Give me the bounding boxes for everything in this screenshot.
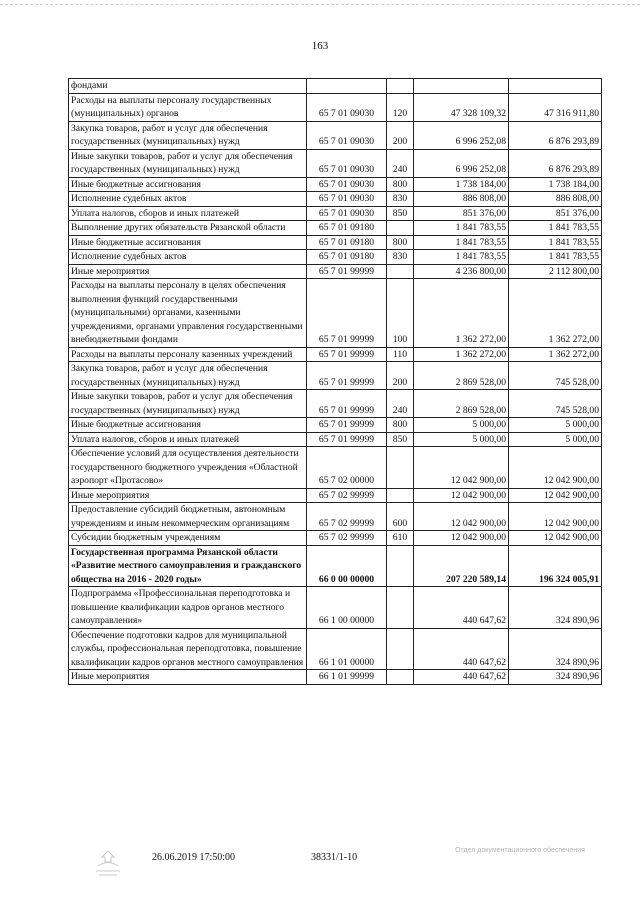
row-code-cell: 65 7 01 99999 [307, 432, 387, 447]
row-vr-cell: 600 [387, 503, 414, 531]
row-sum-2019-cell: 1 841 783,55 [414, 250, 509, 265]
row-name-cell: Расходы на выплаты персоналу казенных учреждений [69, 347, 307, 362]
row-vr-cell [387, 628, 414, 670]
row-code-cell: 65 7 01 99999 [307, 362, 387, 390]
row-sum-2019-cell [414, 79, 509, 94]
row-code-cell: 65 7 01 09030 [307, 206, 387, 221]
row-sum-2019-cell: 1 362 272,00 [414, 279, 509, 348]
row-sum-2019-cell: 6 996 252,08 [414, 149, 509, 177]
page-number: 163 [311, 40, 329, 52]
row-vr-cell: 800 [387, 177, 414, 192]
table-row [69, 628, 602, 670]
table-row [69, 362, 602, 390]
row-sum-2019-cell: 1 738 184,00 [414, 177, 509, 192]
row-code-cell: 66 1 00 00000 [307, 587, 387, 629]
row-sum-2019-cell: 47 328 109,32 [414, 93, 509, 121]
table-row [69, 670, 602, 685]
row-name-cell: Иные бюджетные ассигнования [69, 177, 307, 192]
row-sum-2019-cell: 12 042 900,00 [414, 531, 509, 546]
row-vr-cell: 110 [387, 347, 414, 362]
row-sum-2019-cell: 207 220 589,14 [414, 545, 509, 587]
row-code-cell: 66 0 00 00000 [307, 545, 387, 587]
row-name-cell: Иные бюджетные ассигнования [69, 235, 307, 250]
row-sum-executed-cell: 1 841 783,55 [509, 235, 602, 250]
row-sum-2019-cell: 440 647,62 [414, 587, 509, 629]
table-row [69, 149, 602, 177]
row-vr-cell: 240 [387, 390, 414, 418]
row-vr-cell: 830 [387, 192, 414, 207]
table-row [69, 235, 602, 250]
table-row [69, 432, 602, 447]
footer-note: Отдел документационного обеспечения [455, 847, 585, 854]
row-name-cell: Уплата налогов, сборов и иных платежей [69, 432, 307, 447]
table-row [69, 206, 602, 221]
row-code-cell: 65 7 01 09030 [307, 192, 387, 207]
row-vr-cell: 120 [387, 93, 414, 121]
row-sum-executed-cell: 2 112 800,00 [509, 264, 602, 279]
table-row [69, 545, 602, 587]
row-name-cell: Государственная программа Рязанской области «Развитие местного самоуправления и гражданского общества на 2016 - 2020 годы» [69, 545, 307, 587]
row-sum-executed-cell: 1 841 783,55 [509, 250, 602, 265]
row-sum-executed-cell [509, 79, 602, 94]
row-sum-2019-cell: 5 000,00 [414, 432, 509, 447]
row-sum-2019-cell: 4 236 800,00 [414, 264, 509, 279]
row-sum-executed-cell: 1 841 783,55 [509, 221, 602, 236]
row-vr-cell: 850 [387, 206, 414, 221]
row-sum-executed-cell: 6 876 293,89 [509, 121, 602, 149]
row-code-cell: 65 7 01 09030 [307, 177, 387, 192]
row-vr-cell [387, 79, 414, 94]
scan-edge-line [0, 4, 640, 5]
row-code-cell: 65 7 02 99999 [307, 503, 387, 531]
row-vr-cell: 240 [387, 149, 414, 177]
row-name-cell: Подпрограмма «Профессиональная переподготовка и повышение квалификации кадров органов местного самоуправления» [69, 587, 307, 629]
row-vr-cell [387, 670, 414, 685]
table-row [69, 192, 602, 207]
row-code-cell [307, 79, 387, 94]
table-row [69, 503, 602, 531]
row-name-cell: Предоставление субсидий бюджетным, автономным учреждениям и иным некоммерческим организациям [69, 503, 307, 531]
footer-date: 26.06.2019 17:50:00 [152, 852, 236, 863]
row-sum-executed-cell: 886 808,00 [509, 192, 602, 207]
row-sum-executed-cell: 12 042 900,00 [509, 488, 602, 503]
row-name-cell: Исполнение судебных актов [69, 250, 307, 265]
row-vr-cell [387, 545, 414, 587]
row-name-cell: Иные закупки товаров, работ и услуг для обеспечения государственных (муниципальных) нужд [69, 390, 307, 418]
row-sum-executed-cell: 12 042 900,00 [509, 503, 602, 531]
row-vr-cell [387, 221, 414, 236]
row-vr-cell [387, 587, 414, 629]
row-name-cell: Уплата налогов, сборов и иных платежей [69, 206, 307, 221]
row-sum-executed-cell: 1 362 272,00 [509, 279, 602, 348]
row-name-cell: Расходы на выплаты персоналу государственных (муниципальных) органов [69, 93, 307, 121]
row-sum-2019-cell: 851 376,00 [414, 206, 509, 221]
row-sum-executed-cell: 12 042 900,00 [509, 531, 602, 546]
row-name-cell: Иные закупки товаров, работ и услуг для обеспечения государственных (муниципальных) нужд [69, 149, 307, 177]
row-code-cell: 65 7 02 00000 [307, 447, 387, 489]
row-vr-cell: 830 [387, 250, 414, 265]
row-sum-executed-cell: 5 000,00 [509, 432, 602, 447]
row-name-cell: Выполнение других обязательств Рязанской области [69, 221, 307, 236]
row-sum-executed-cell: 6 876 293,89 [509, 149, 602, 177]
row-vr-cell: 200 [387, 121, 414, 149]
row-vr-cell: 850 [387, 432, 414, 447]
row-code-cell: 65 7 01 99999 [307, 390, 387, 418]
table-row [69, 390, 602, 418]
row-sum-executed-cell: 324 890,96 [509, 628, 602, 670]
table-row [69, 347, 602, 362]
row-name-cell: Закупка товаров, работ и услуг для обеспечения государственных (муниципальных) нужд [69, 362, 307, 390]
row-vr-cell: 200 [387, 362, 414, 390]
row-sum-2019-cell: 440 647,62 [414, 670, 509, 685]
row-name-cell: Обеспечение условий для осуществления деятельности государственного бюджетного учреждения «Областной аэропорт «Протасово» [69, 447, 307, 489]
row-name-cell: Субсидии бюджетным учреждениям [69, 531, 307, 546]
row-code-cell: 65 7 01 09180 [307, 221, 387, 236]
row-code-cell: 65 7 01 99999 [307, 418, 387, 433]
table-row [69, 264, 602, 279]
table-row [69, 79, 602, 94]
row-sum-executed-cell: 196 324 005,91 [509, 545, 602, 587]
row-sum-executed-cell: 47 316 911,80 [509, 93, 602, 121]
row-sum-2019-cell: 1 841 783,55 [414, 221, 509, 236]
row-code-cell: 66 1 01 99999 [307, 670, 387, 685]
row-code-cell: 65 7 01 09030 [307, 93, 387, 121]
table-row [69, 250, 602, 265]
row-sum-executed-cell: 851 376,00 [509, 206, 602, 221]
row-sum-executed-cell: 5 000,00 [509, 418, 602, 433]
row-vr-cell: 610 [387, 531, 414, 546]
row-name-cell: Иные мероприятия [69, 670, 307, 685]
row-vr-cell: 100 [387, 279, 414, 348]
row-sum-2019-cell: 1 362 272,00 [414, 347, 509, 362]
row-name-cell: Обеспечение подготовки кадров для муниципальной службы, профессиональная переподготовка, повышение квалификации кадров органов местного самоуправления [69, 628, 307, 670]
row-sum-executed-cell: 1 738 184,00 [509, 177, 602, 192]
row-sum-2019-cell: 2 869 528,00 [414, 362, 509, 390]
row-name-cell: Закупка товаров, работ и услуг для обеспечения государственных (муниципальных) нужд [69, 121, 307, 149]
row-code-cell: 65 7 01 09180 [307, 235, 387, 250]
row-vr-cell: 800 [387, 235, 414, 250]
row-code-cell: 65 7 02 99999 [307, 531, 387, 546]
row-code-cell: 65 7 02 99999 [307, 488, 387, 503]
row-sum-2019-cell: 12 042 900,00 [414, 503, 509, 531]
row-code-cell: 65 7 01 99999 [307, 279, 387, 348]
table-row [69, 177, 602, 192]
row-sum-executed-cell: 745 528,00 [509, 390, 602, 418]
table-row [69, 221, 602, 236]
row-name-cell: Расходы на выплаты персоналу в целях обеспечения выполнения функций государственными (муниципальными) органами, казенными учреждениями, органами управления государственными внебюджетными фондами [69, 279, 307, 348]
row-vr-cell: 800 [387, 418, 414, 433]
row-sum-executed-cell: 1 362 272,00 [509, 347, 602, 362]
row-code-cell: 65 7 01 09180 [307, 250, 387, 265]
row-sum-executed-cell: 324 890,96 [509, 587, 602, 629]
table-row [69, 93, 602, 121]
table-row [69, 279, 602, 348]
emblem-icon [90, 848, 126, 878]
row-code-cell: 65 7 01 09030 [307, 149, 387, 177]
row-sum-2019-cell: 12 042 900,00 [414, 488, 509, 503]
row-vr-cell [387, 447, 414, 489]
row-name-cell: фондами [69, 79, 307, 94]
row-sum-executed-cell: 745 528,00 [509, 362, 602, 390]
row-code-cell: 65 7 01 99999 [307, 347, 387, 362]
table-row [69, 488, 602, 503]
row-name-cell: Исполнение судебных актов [69, 192, 307, 207]
row-sum-2019-cell: 886 808,00 [414, 192, 509, 207]
table-row [69, 447, 602, 489]
row-code-cell: 65 7 01 99999 [307, 264, 387, 279]
row-sum-2019-cell: 440 647,62 [414, 628, 509, 670]
row-name-cell: Иные мероприятия [69, 488, 307, 503]
row-code-cell: 66 1 01 00000 [307, 628, 387, 670]
row-sum-2019-cell: 1 841 783,55 [414, 235, 509, 250]
row-code-cell: 65 7 01 09030 [307, 121, 387, 149]
budget-table-body [69, 79, 602, 685]
budget-table [68, 78, 602, 685]
row-sum-2019-cell: 2 869 528,00 [414, 390, 509, 418]
table-row [69, 121, 602, 149]
row-sum-2019-cell: 12 042 900,00 [414, 447, 509, 489]
row-sum-executed-cell: 324 890,96 [509, 670, 602, 685]
table-row [69, 531, 602, 546]
table-row [69, 418, 602, 433]
footer-doc-number: 38331/1-10 [311, 852, 358, 863]
row-name-cell: Иные бюджетные ассигнования [69, 418, 307, 433]
row-sum-executed-cell: 12 042 900,00 [509, 447, 602, 489]
table-row [69, 587, 602, 629]
row-vr-cell [387, 488, 414, 503]
row-sum-2019-cell: 6 996 252,08 [414, 121, 509, 149]
row-vr-cell [387, 264, 414, 279]
row-name-cell: Иные мероприятия [69, 264, 307, 279]
row-sum-2019-cell: 5 000,00 [414, 418, 509, 433]
